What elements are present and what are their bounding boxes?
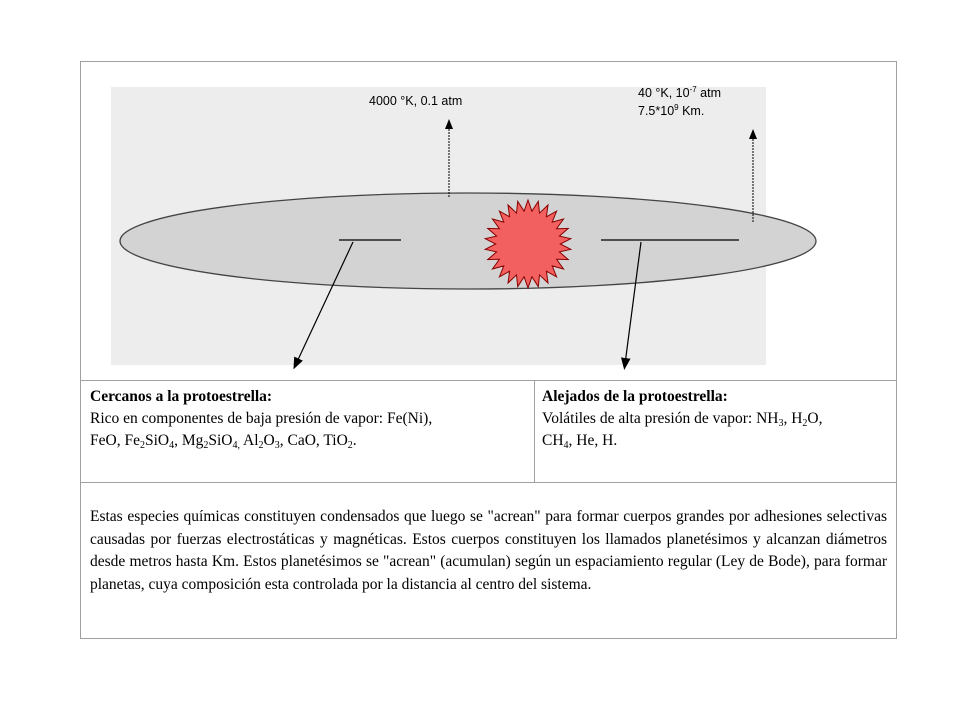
far-protostar-line1: Volátiles de alta presión de vapor: $NH_3$, $H_2O$, (542, 410, 823, 429)
near-protostar-cell (90, 386, 535, 452)
far-protostar-line2: $CH_4$, He, H. (542, 432, 618, 451)
accretion-disk (120, 193, 816, 289)
near-protostar-line1: Rico en componentes de baja presión de vapor: Fe(Ni), (90, 410, 433, 427)
near-protostar-line2: FeO, $Fe_2SiO_4$, $Mg_2SiO_{4,}$ $Al_2O_3$, CaO, TiO$_2$. (90, 432, 357, 451)
near-protostar-title: Cercanos a la protoestrella: (90, 388, 273, 405)
table-divider (81, 380, 896, 381)
inner-conditions-label: 4000 °K, 0.1 atm (369, 94, 463, 108)
table-divider (81, 482, 896, 483)
far-protostar-cell (542, 386, 892, 452)
outer-conditions-label: 40 °K, $10^{-7}$ atm (638, 85, 721, 100)
footer-paragraph: Estas especies químicas constituyen condensados que luego se "acrean" para formar cuerpos grandes por adhesiones selectivas causadas por fuerzas electrostáticas y magnéticas. Estos cuerpos constituyen los llamados planetésimos y alcanzan diámetros desde metros hasta Km. Estos planetésimos se "acrean" (acumulan) según un espaciamiento regular (Ley de Bode), para formar planetas, cuya composición esta controlada por la distancia al centro del sistema. (90, 508, 887, 593)
content-table (80, 61, 897, 639)
far-protostar-title: Alejados de la protoestrella: (542, 388, 728, 405)
outer-distance-label: $7.5*10^9$ Km. (638, 103, 705, 118)
protostar-disk-diagram (81, 62, 896, 380)
